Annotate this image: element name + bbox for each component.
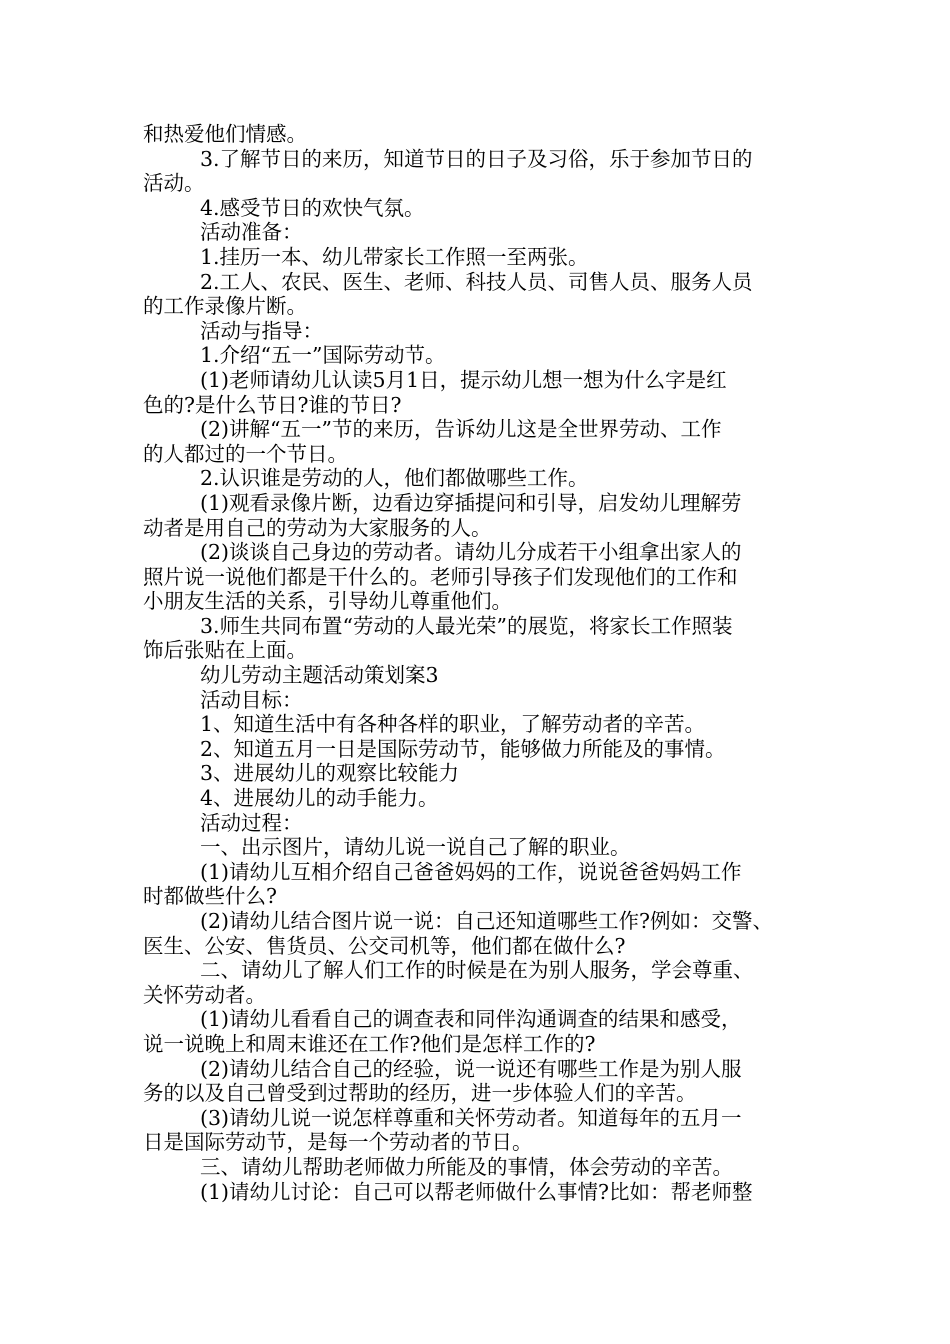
text-line: 活动。 <box>143 171 205 196</box>
text-line: (1)请幼儿讨论：自己可以帮老师做什么事情?比如：帮老师整 <box>200 1179 753 1204</box>
text-line: (2)讲解“五一”节的来历，告诉幼儿这是全世界劳动、工作 <box>200 417 722 442</box>
text-line: (2)请幼儿结合自己的经验，说一说还有哪些工作是为别人服 <box>200 1056 742 1081</box>
text-line: (1)观看录像片断，边看边穿插提问和引导，启发幼儿理解劳 <box>200 490 742 515</box>
text-line: (2)请幼儿结合图片说一说：自己还知道哪些工作?例如：交警、 <box>200 909 774 933</box>
text-line: 动者是用自己的劳动为大家服务的人。 <box>143 515 492 540</box>
text-line: 照片说一说他们都是干什么的。老师引导孩子们发现他们的工作和 <box>143 564 738 589</box>
text-line: 1、知道生活中有各种各样的职业，了解劳动者的辛苦。 <box>200 712 706 737</box>
text-line: 医生、公安、售货员、公交司机等，他们都在做什么? <box>143 933 626 958</box>
text-line: 时都做些什么? <box>143 884 277 909</box>
text-line: 三、请幼儿帮助老师做力所能及的事情，体会劳动的辛苦。 <box>200 1154 733 1179</box>
text-line: (3)请幼儿说一说怎样尊重和关怀劳动者。知道每年的五月一 <box>200 1105 742 1130</box>
text-line: 活动目标： <box>200 687 303 712</box>
text-line: 的工作录像片断。 <box>143 294 307 319</box>
text-line: 2.工人、农民、医生、老师、科技人员、司售人员、服务人员 <box>200 269 753 294</box>
text-line: (1)请幼儿互相介绍自己爸爸妈妈的工作，说说爸爸妈妈工作 <box>200 859 742 884</box>
text-line: 务的以及自己曾受到过帮助的经历，进一步体验人们的辛苦。 <box>143 1081 697 1106</box>
text-line: 的人都过的一个节日。 <box>143 441 348 466</box>
text-line: (2)谈谈自己身边的劳动者。请幼儿分成若干小组拿出家人的 <box>200 540 742 565</box>
text-line: 4.感受节日的欢快气氛。 <box>200 195 425 220</box>
text-line: 一、出示图片，请幼儿说一说自己了解的职业。 <box>200 835 631 860</box>
text-line: 活动准备： <box>200 220 303 245</box>
text-line: 3.师生共同布置“劳动的人最光荣”的展览，将家长工作照装 <box>200 613 733 638</box>
text-line: 3、进展幼儿的观察比较能力 <box>200 761 460 786</box>
text-line: 二、请幼儿了解人们工作的时候是在为别人服务，学会尊重、 <box>200 958 754 983</box>
text-line: (1)老师请幼儿认读5月1日，提示幼儿想一想为什么字是红 <box>200 367 727 392</box>
text-line: 幼儿劳动主题活动策划案3 <box>200 663 439 688</box>
text-line: 1.介绍“五一”国际劳动节。 <box>200 343 446 368</box>
text-line: 日是国际劳动节，是每一个劳动者的节日。 <box>143 1130 533 1155</box>
text-line: 饰后张贴在上面。 <box>143 638 307 663</box>
text-line: 2、知道五月一日是国际劳动节，能够做力所能及的事情。 <box>200 736 726 761</box>
text-line: 活动过程： <box>200 810 303 835</box>
text-line: 3.了解节日的来历，知道节日的日子及习俗，乐于参加节日的 <box>200 146 753 171</box>
text-line: 色的?是什么节日?谁的节日? <box>143 392 402 417</box>
text-line: 和热爱他们情感。 <box>143 122 307 146</box>
text-line: 小朋友生活的关系，引导幼儿尊重他们。 <box>143 589 512 614</box>
text-line: (1)请幼儿看看自己的调查表和同伴沟通调查的结果和感受， <box>200 1007 742 1032</box>
text-line: 说一说晚上和周末谁还在工作?他们是怎样工作的? <box>143 1031 596 1056</box>
text-line: 1.挂历一本、幼儿带家长工作照一至两张。 <box>200 244 589 269</box>
text-line: 4、进展幼儿的动手能力。 <box>200 786 439 811</box>
document-body <box>143 122 811 1204</box>
text-line: 关怀劳动者。 <box>143 982 266 1007</box>
text-line: 2.认识谁是劳动的人，他们都做哪些工作。 <box>200 466 589 491</box>
text-line: 活动与指导： <box>200 318 323 343</box>
